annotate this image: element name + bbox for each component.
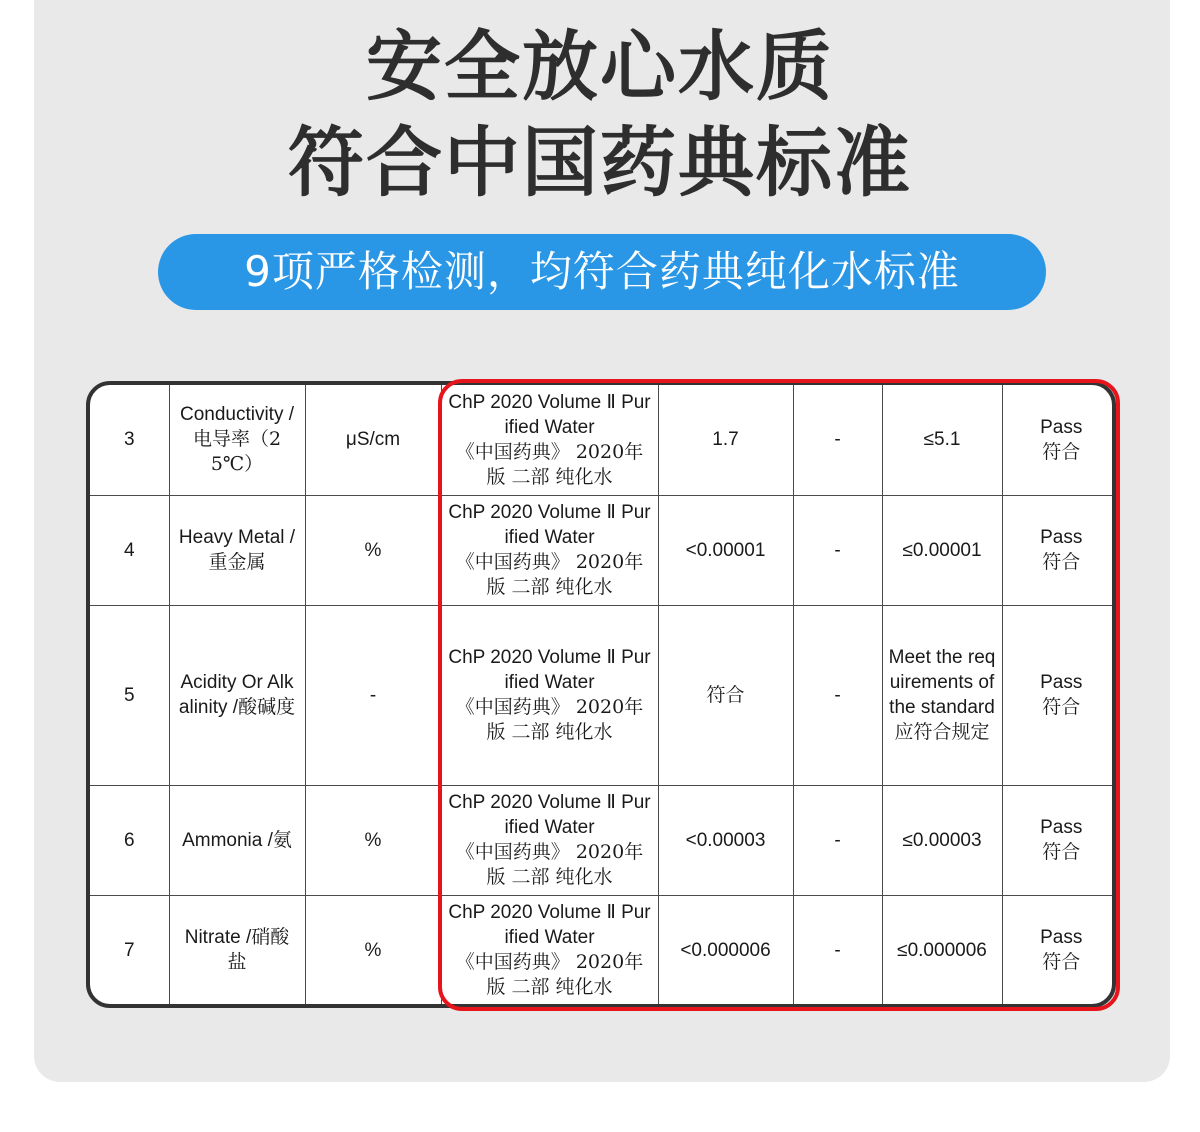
cell-unit: μS/cm xyxy=(345,429,401,451)
cell-verdict-en: Pass xyxy=(1040,672,1083,693)
test-results-table xyxy=(86,381,1116,1008)
cell-standard-en: ChP 2020 Volume Ⅱ Purified Water xyxy=(448,391,651,438)
cell-item-cn: 重金属 xyxy=(208,551,266,573)
cell-unit: - xyxy=(369,684,377,706)
cell-limit: Meet the requirements of the standard xyxy=(888,647,996,718)
cell-verdict-en: Pass xyxy=(1040,527,1083,548)
cell-unit: % xyxy=(364,539,382,561)
test-result xyxy=(658,495,793,605)
cell-standard-cn: 《中国药典》 2020年版 二部 纯化水 xyxy=(455,440,644,488)
cell-result: 1.7 xyxy=(712,429,739,451)
page-title-line2: 符合中国药典标准 xyxy=(288,118,912,207)
cell-item-en: Nitrate / xyxy=(184,927,252,949)
cell-limit: ≤0.00001 xyxy=(902,539,982,561)
row-number xyxy=(90,785,169,895)
limit xyxy=(882,785,1002,895)
cell-unit: % xyxy=(364,939,382,961)
row-number xyxy=(90,495,169,605)
limit xyxy=(882,605,1002,785)
cell-limit-cn: 应符合规定 xyxy=(894,721,990,743)
standard xyxy=(441,495,658,605)
cell-verdict-en: Pass xyxy=(1040,927,1083,949)
verdict xyxy=(1002,895,1116,1005)
cell-standard-en: ChP 2020 Volume Ⅱ Purified Water xyxy=(448,502,651,548)
unit xyxy=(305,385,441,495)
table-row xyxy=(90,385,1116,495)
cell-item-cn: 电导率（25℃） xyxy=(192,428,282,476)
cell-dash: - xyxy=(834,684,841,706)
test-item xyxy=(169,895,305,1005)
verdict xyxy=(1002,605,1116,785)
test-item xyxy=(169,495,305,605)
unit xyxy=(305,495,441,605)
cell-verdict-en: Pass xyxy=(1040,817,1083,838)
test-item xyxy=(169,385,305,495)
unit xyxy=(305,605,441,785)
cell-item-cn: 硝酸盐 xyxy=(227,926,290,974)
test-result xyxy=(658,605,793,785)
test-result xyxy=(658,385,793,495)
cell-verdict-cn: 符合 xyxy=(1042,696,1081,718)
cell-item-en: Conductivity / xyxy=(179,404,295,426)
row-number xyxy=(90,385,169,495)
cell-dash: - xyxy=(834,539,841,561)
test-result xyxy=(658,785,793,895)
cell-no: 4 xyxy=(123,539,135,561)
cell-verdict-en: Pass xyxy=(1040,416,1083,438)
standard xyxy=(441,605,658,785)
cell-limit: ≤0.000006 xyxy=(897,939,987,961)
page-title-line1: 安全放心水质 xyxy=(366,22,834,111)
row-number xyxy=(90,895,169,1005)
cell-verdict-cn: 符合 xyxy=(1042,951,1081,974)
cell-result: <0.00003 xyxy=(685,829,766,851)
cell-standard-cn: 《中国药典》 2020年版 二部 纯化水 xyxy=(455,841,644,888)
cell-limit: ≤5.1 xyxy=(923,429,961,451)
cell-no: 5 xyxy=(123,684,135,706)
cell-item-cn: 酸碱度 xyxy=(238,696,296,718)
dash-cell xyxy=(793,605,882,785)
table-row xyxy=(90,495,1116,605)
cell-no: 7 xyxy=(123,939,135,961)
dash-cell xyxy=(793,785,882,895)
test-item xyxy=(169,785,305,895)
dash-cell xyxy=(793,385,882,495)
test-result xyxy=(658,895,793,1005)
standard xyxy=(441,385,658,495)
cell-item-cn: 氨 xyxy=(272,828,292,851)
verdict xyxy=(1002,495,1116,605)
dash-cell xyxy=(793,895,882,1005)
standard xyxy=(441,785,658,895)
limit xyxy=(882,385,1002,495)
test-item xyxy=(169,605,305,785)
row-number xyxy=(90,605,169,785)
cell-standard-cn: 《中国药典》 2020年版 二部 纯化水 xyxy=(455,951,644,999)
cell-standard-cn: 《中国药典》 2020年版 二部 纯化水 xyxy=(455,696,644,743)
standard xyxy=(441,895,658,1005)
cell-standard-en: ChP 2020 Volume Ⅱ Purified Water xyxy=(448,647,651,693)
cell-verdict-cn: 符合 xyxy=(1042,841,1081,863)
verdict xyxy=(1002,385,1116,495)
verdict xyxy=(1002,785,1116,895)
unit xyxy=(305,895,441,1005)
cell-no: 3 xyxy=(123,429,135,451)
cell-dash: - xyxy=(834,939,841,961)
unit xyxy=(305,785,441,895)
cell-verdict-cn: 符合 xyxy=(1042,551,1081,573)
cell-result: 符合 xyxy=(706,684,745,706)
dash-cell xyxy=(793,495,882,605)
cell-verdict-cn: 符合 xyxy=(1042,440,1081,463)
cell-no: 6 xyxy=(123,829,135,851)
cell-standard-en: ChP 2020 Volume Ⅱ Purified Water xyxy=(448,902,651,949)
cell-result: <0.000006 xyxy=(680,939,771,961)
cell-standard-en: ChP 2020 Volume Ⅱ Purified Water xyxy=(448,792,651,838)
cell-unit: % xyxy=(364,829,382,851)
subtitle-banner: 9项严格检测，均符合药典纯化水标准 xyxy=(158,234,1046,310)
cell-item-en: Heavy Metal / xyxy=(178,527,296,548)
cell-result: <0.00001 xyxy=(685,539,766,561)
table-row xyxy=(90,785,1116,895)
limit xyxy=(882,495,1002,605)
table-row xyxy=(90,895,1116,1005)
cell-item-en: Ammonia / xyxy=(182,829,273,851)
table-row xyxy=(90,605,1116,785)
cell-dash: - xyxy=(834,829,841,851)
limit xyxy=(882,895,1002,1005)
cell-dash: - xyxy=(834,429,841,451)
cell-limit: ≤0.00003 xyxy=(902,829,982,851)
cell-standard-cn: 《中国药典》 2020年版 二部 纯化水 xyxy=(455,551,644,598)
cell-item-en: Acidity Or Alkalinity / xyxy=(178,672,294,718)
